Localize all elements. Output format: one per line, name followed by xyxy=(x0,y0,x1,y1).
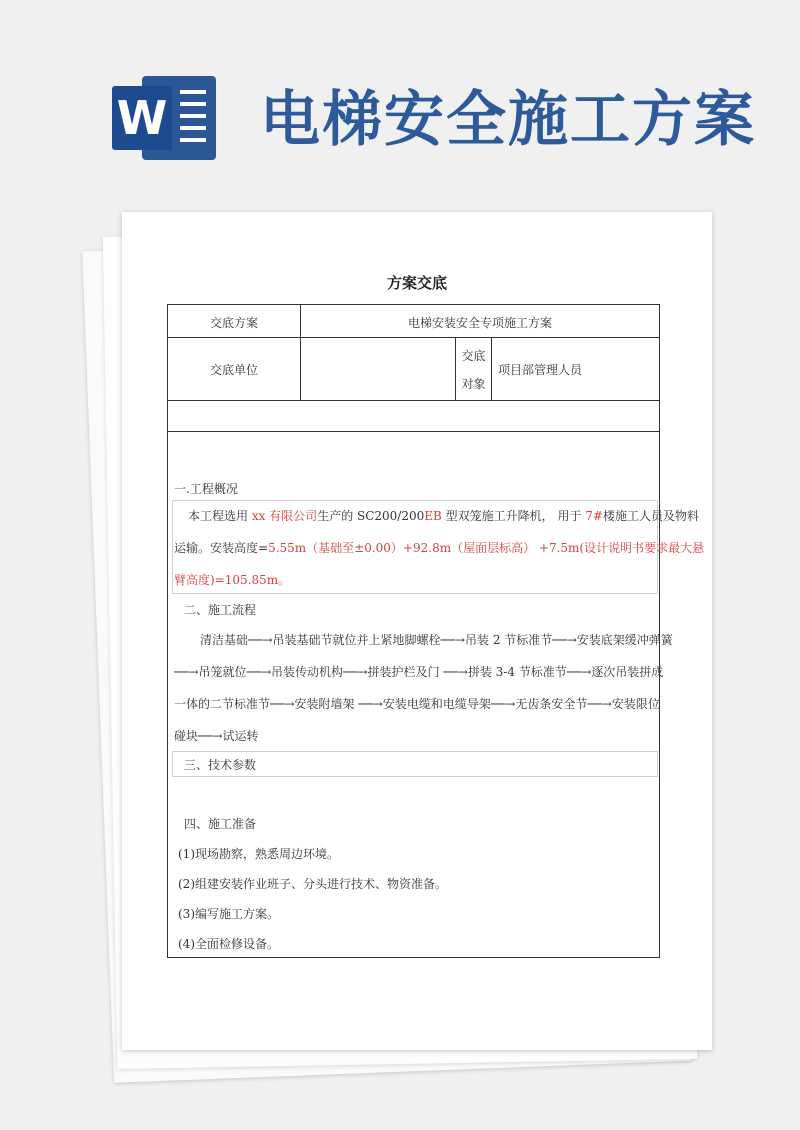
document-page xyxy=(122,212,712,1050)
handover-table xyxy=(167,304,705,958)
row-value-plan: 电梯安装安全专项施工方案 xyxy=(407,316,552,330)
prep-item-4: (4)全面检修设备。 xyxy=(178,937,279,951)
row-label-unit: 交底单位 xyxy=(209,363,258,377)
word-document-icon xyxy=(112,76,216,160)
row-label-plan: 交底方案 xyxy=(209,316,258,330)
document-title: 方案交底 xyxy=(386,274,447,292)
prep-item-3: (3)编写施工方案。 xyxy=(178,907,279,921)
section2-heading: 二、施工流程 xyxy=(184,603,257,617)
prep-item-2: (2)组建安装作业班子、分头进行技术、物资准备。 xyxy=(178,877,447,891)
overview-line-1: 本工程选用 xx 有限公司生产的 SC200/200EB 型双笼施工升降机， 用于 7#楼施工人员及物料 xyxy=(188,509,700,523)
target-label-line1: 交底 xyxy=(461,349,486,363)
prep-item-1: (1)现场勘察，熟悉周边环境。 xyxy=(178,847,339,861)
flow-line-3: 一体的二节标准节──→安装附墙架 ──→安装电缆和电缆导架──→无齿条安全节──→安装限位 xyxy=(174,697,660,711)
overview-line-3: 臂高度)=105.85m。 xyxy=(174,573,291,587)
section1-heading: 一.工程概况 xyxy=(174,482,238,496)
section3-heading: 三、技术参数 xyxy=(184,758,257,772)
flow-line-4: 碰块──→试运转 xyxy=(174,729,259,743)
target-label-line2: 对象 xyxy=(461,377,486,391)
word-letter-icon: W xyxy=(112,86,172,150)
target-value: 项目部管理人员 xyxy=(498,363,583,377)
page-title: 电梯安全施工方案 xyxy=(260,85,756,155)
flow-line-1: 清洁基础──→吊装基础节就位并上紧地脚螺栓──→吊装 2 节标准节──→安装底架缓冲弹簧 xyxy=(200,633,673,647)
flow-line-2: ──→吊笼就位──→吊装传动机构──→拼装护栏及门 ──→拼装 3-4 节标准节──→逐次吊装拼成 xyxy=(174,665,664,679)
section4-heading: 四、施工准备 xyxy=(184,817,257,831)
overview-line-2: 运输。安装高度=5.55m（基础至±0.00）+92.8m（屋面层标高） +7.5m(设计说明书要求最大悬 xyxy=(174,541,705,555)
header-banner xyxy=(0,0,800,200)
